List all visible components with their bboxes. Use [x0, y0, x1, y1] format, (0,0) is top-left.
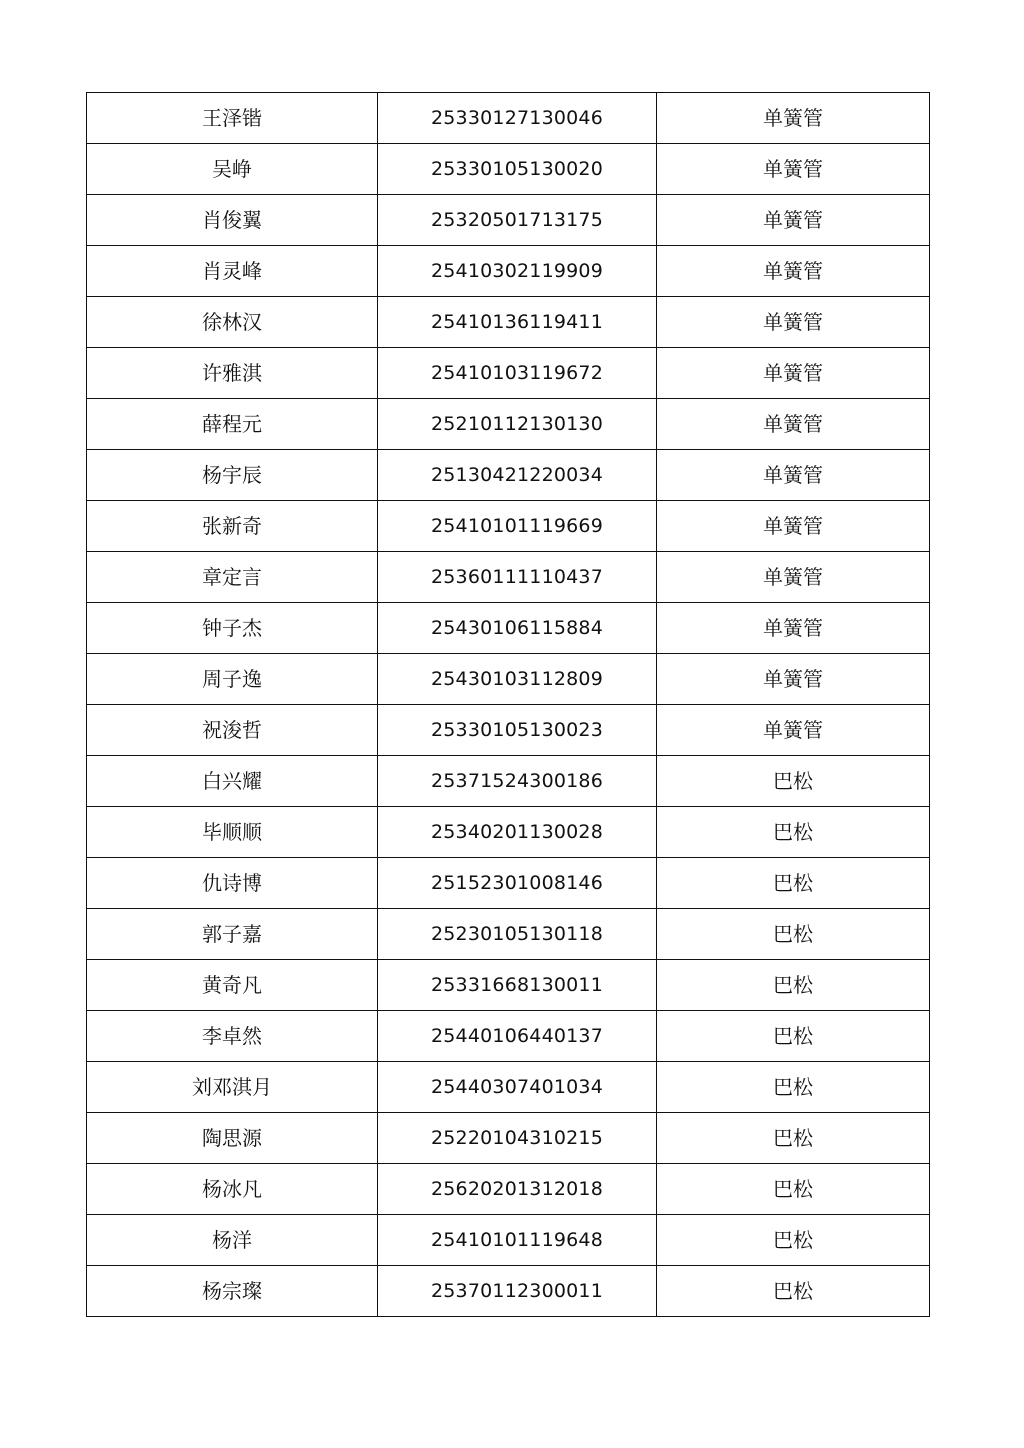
name-cell: 薛程元: [87, 399, 378, 450]
name-cell: 钟子杰: [87, 603, 378, 654]
name-cell: 张新奇: [87, 501, 378, 552]
table-row: [87, 756, 930, 807]
instrument-cell: 单簧管: [657, 195, 930, 246]
roster-table-body: [87, 93, 930, 1317]
name-cell: 黄奇凡: [87, 960, 378, 1011]
name-cell: 仇诗博: [87, 858, 378, 909]
table-row: [87, 144, 930, 195]
name-cell: 肖灵峰: [87, 246, 378, 297]
name-cell: 杨冰凡: [87, 1164, 378, 1215]
candidate-id-cell: 25430103112809: [378, 654, 657, 705]
instrument-cell: 单簧管: [657, 144, 930, 195]
name-cell: 王泽锴: [87, 93, 378, 144]
name-cell: 章定言: [87, 552, 378, 603]
name-cell: 祝浚哲: [87, 705, 378, 756]
name-cell: 肖俊翼: [87, 195, 378, 246]
instrument-cell: 巴松: [657, 1266, 930, 1317]
name-cell: 白兴耀: [87, 756, 378, 807]
instrument-cell: 巴松: [657, 858, 930, 909]
instrument-cell: 单簧管: [657, 348, 930, 399]
instrument-cell: 巴松: [657, 1215, 930, 1266]
name-cell: 周子逸: [87, 654, 378, 705]
table-row: [87, 1215, 930, 1266]
table-row: [87, 654, 930, 705]
table-row: [87, 348, 930, 399]
table-row: [87, 93, 930, 144]
instrument-cell: 单簧管: [657, 399, 930, 450]
candidate-id-cell: 25320501713175: [378, 195, 657, 246]
instrument-cell: 单簧管: [657, 501, 930, 552]
name-cell: 陶思源: [87, 1113, 378, 1164]
candidate-id-cell: 25410302119909: [378, 246, 657, 297]
candidate-id-cell: 25440106440137: [378, 1011, 657, 1062]
name-cell: 杨宇辰: [87, 450, 378, 501]
name-cell: 杨洋: [87, 1215, 378, 1266]
name-cell: 刘邓淇月: [87, 1062, 378, 1113]
instrument-cell: 巴松: [657, 756, 930, 807]
table-row: [87, 450, 930, 501]
candidate-id-cell: 25410103119672: [378, 348, 657, 399]
instrument-cell: 单簧管: [657, 93, 930, 144]
instrument-cell: 单簧管: [657, 246, 930, 297]
candidate-id-cell: 25230105130118: [378, 909, 657, 960]
candidate-id-cell: 25410101119669: [378, 501, 657, 552]
name-cell: 吴峥: [87, 144, 378, 195]
instrument-cell: 巴松: [657, 1113, 930, 1164]
instrument-cell: 单簧管: [657, 603, 930, 654]
table-row: [87, 858, 930, 909]
instrument-cell: 单簧管: [657, 654, 930, 705]
instrument-cell: 巴松: [657, 1062, 930, 1113]
instrument-cell: 单簧管: [657, 450, 930, 501]
name-cell: 毕顺顺: [87, 807, 378, 858]
table-row: [87, 195, 930, 246]
instrument-cell: 单簧管: [657, 705, 930, 756]
candidate-id-cell: 25430106115884: [378, 603, 657, 654]
name-cell: 李卓然: [87, 1011, 378, 1062]
table-row: [87, 246, 930, 297]
name-cell: 郭子嘉: [87, 909, 378, 960]
candidate-id-cell: 25410101119648: [378, 1215, 657, 1266]
candidate-id-cell: 25152301008146: [378, 858, 657, 909]
table-row: [87, 1266, 930, 1317]
instrument-cell: 巴松: [657, 1011, 930, 1062]
table-row: [87, 297, 930, 348]
table-row: [87, 1113, 930, 1164]
candidate-id-cell: 25440307401034: [378, 1062, 657, 1113]
instrument-cell: 巴松: [657, 1164, 930, 1215]
roster-table: [86, 92, 930, 1317]
table-row: [87, 1164, 930, 1215]
name-cell: 徐林汉: [87, 297, 378, 348]
candidate-id-cell: 25371524300186: [378, 756, 657, 807]
candidate-id-cell: 25360111110437: [378, 552, 657, 603]
table-row: [87, 960, 930, 1011]
instrument-cell: 巴松: [657, 807, 930, 858]
candidate-id-cell: 25330105130023: [378, 705, 657, 756]
candidate-id-cell: 25330105130020: [378, 144, 657, 195]
candidate-id-cell: 25340201130028: [378, 807, 657, 858]
name-cell: 杨宗璨: [87, 1266, 378, 1317]
table-row: [87, 807, 930, 858]
instrument-cell: 巴松: [657, 909, 930, 960]
instrument-cell: 单簧管: [657, 297, 930, 348]
instrument-cell: 巴松: [657, 960, 930, 1011]
table-row: [87, 705, 930, 756]
candidate-id-cell: 25370112300011: [378, 1266, 657, 1317]
candidate-id-cell: 25331668130011: [378, 960, 657, 1011]
table-row: [87, 1011, 930, 1062]
candidate-id-cell: 25130421220034: [378, 450, 657, 501]
candidate-id-cell: 25210112130130: [378, 399, 657, 450]
table-row: [87, 552, 930, 603]
candidate-id-cell: 25330127130046: [378, 93, 657, 144]
table-row: [87, 399, 930, 450]
table-row: [87, 603, 930, 654]
name-cell: 许雅淇: [87, 348, 378, 399]
candidate-id-cell: 25620201312018: [378, 1164, 657, 1215]
table-row: [87, 1062, 930, 1113]
candidate-id-cell: 25220104310215: [378, 1113, 657, 1164]
table-row: [87, 909, 930, 960]
candidate-id-cell: 25410136119411: [378, 297, 657, 348]
instrument-cell: 单簧管: [657, 552, 930, 603]
table-row: [87, 501, 930, 552]
